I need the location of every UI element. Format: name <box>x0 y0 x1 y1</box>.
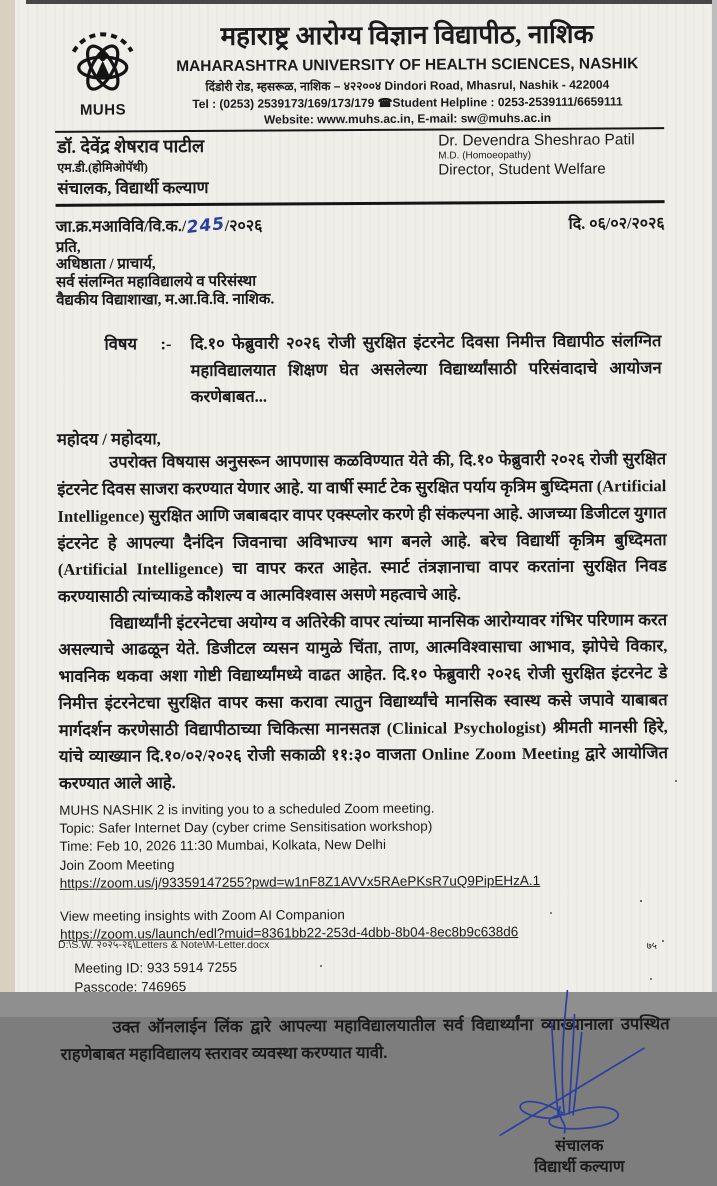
subject-separator: :- <box>160 334 172 354</box>
recipient-line: सर्व संलग्नित महाविद्यालये व परिसंस्था <box>56 273 257 291</box>
scan-edge-left <box>0 0 15 1017</box>
university-title-english: MAHARASHTRA UNIVERSITY OF HEALTH SCIENCES, NASHIK <box>176 54 639 75</box>
recipient-block <box>56 236 665 310</box>
recipient-line: वैद्यकीय विद्याशाखा, म.आ.वि.वि. नाशिक. <box>56 291 275 309</box>
body-paragraph-2: विद्यार्थ्यांनी इंटरनेटचा अयोग्य व अतिरेकी वापर त्यांच्या मानसिक आरोग्यावर गंभिर परिणाम करत असल्याचे आढळून येते. डिजीटल व्यसन यामुळे चिंता, ताण, आत्मविश्वासाचा आभाव, झोपेचे विकार, भावनिक थकवा अशा गोष्टी विद्यार्थ्यांमध्ये वाढत आहेत. दि.१० फेब्रुवारी २०२६ रोजी सुरक्षित इंटरनेट डे निमीत्त इंटरनेटचा सुरक्षित वापर कसा करावा त्यातुन विद्यार्थ्यांचे मानसिक स्वास्थ कसे जपावे याबाबत मार्गदर्शन करणेसाठी विद्यापीठाच्या चिकित्सा मानसतज्ञ (Clinical Psychologist) श्रीमती मानसी हिरे, यांचे व्याख्यान दि.१०/०२/२०२६ रोजी सकाळी ११:३० वाजता Online Zoom Meeting द्वारे आयोजित करण्यात आले आहे. <box>58 609 669 793</box>
reference-number <box>56 213 263 236</box>
logo-text: MUHS <box>79 101 127 119</box>
subject-label: विषय <box>104 334 138 354</box>
reference-row <box>56 211 665 237</box>
recipient-line: प्रति, <box>55 239 81 256</box>
scan-edge-right <box>712 0 717 1017</box>
officer-name-marathi: डॉ. देवेंद्र शेषराव पाटील <box>57 135 205 157</box>
zoom-insights-label: View meeting insights with Zoom AI Companion <box>59 906 345 924</box>
zoom-join-link[interactable]: https://zoom.us/j/93359147255?pwd=w1nF8Z1AVVx5RAePKsR7uQ9PipEHzA.1 <box>59 873 541 892</box>
signatory-designation <box>534 1137 624 1179</box>
salutation: महोदय / महोदया, <box>56 429 161 450</box>
recipient-line: अधिष्ठाता / प्राचार्य, <box>55 256 156 274</box>
zoom-invite-line: MUHS NASHIK 2 is inviting you to a scheduled Zoom meeting. <box>59 800 435 818</box>
ref-prefix: जा.क्र.मआविवि/वि.क./ <box>55 217 187 236</box>
zoom-passcode: Passcode: 746965 <box>74 978 187 995</box>
university-title-marathi: महाराष्ट्र आरोग्य विज्ञान विद्यापीठ, नाशिक <box>220 19 594 51</box>
footer-file-path: D:\S.W. २०२५-२६\Letters & Note\M-Letter.docx <box>58 939 270 951</box>
letter-date: दि. ०६/०२/२०२६ <box>568 214 665 233</box>
officer-block <box>55 129 664 202</box>
university-website-email: Website: www.muhs.ac.in, E-mail: sw@muhs.ac.in <box>263 110 552 127</box>
zoom-topic: Topic: Safer Internet Day (cyber crime Sensitisation workshop) <box>59 818 433 836</box>
letterhead <box>54 12 664 127</box>
zoom-invite-block <box>59 798 669 997</box>
signatory-title-1: संचालक <box>555 1137 604 1156</box>
signature-zone <box>61 1065 671 1186</box>
university-telephone: Tel : (0253) 2539173/169/173/179 ☎Student Helpline : 0253-2539111/6659111 <box>192 93 623 111</box>
university-address: दिंडोरी रोड, म्हसरूळ, नाशिक – ४२२००४ Dindori Road, Mhasrul, Nashik - 422004 <box>205 76 610 94</box>
zoom-meeting-id: Meeting ID: 933 5914 7255 <box>74 960 238 977</box>
officer-english <box>438 131 662 196</box>
closing-paragraph: उक्त ऑनलाईन लिंक द्वारे आपल्या महाविद्यालयातील सर्व विद्यार्थ्यांना व्याख्यानाला उपस्थित राहणेबाबत महाविद्यालय स्तरावर व्यवस्था करण्यात यावी. <box>60 1014 670 1064</box>
scan-edge-top <box>26 0 717 4</box>
letterhead-text <box>150 12 664 127</box>
officer-designation-marathi: संचालक, विद्यार्थी कल्याण <box>57 177 209 198</box>
ref-suffix: /२०२६ <box>224 217 263 235</box>
officer-qualification-marathi: एम.डी.(होमिओपॅथी) <box>57 159 148 175</box>
officer-qualification-english: M.D. (Homoeopathy) <box>438 149 532 162</box>
signatory-title-2: विद्यार्थी कल्याण <box>534 1158 625 1177</box>
zoom-time: Time: Feb 10, 2026 11:30 Mumbai, Kolkata, New Delhi <box>59 837 386 855</box>
zoom-insights-link[interactable]: https://zoom.us/launch/edl?muid=8361bb22-253d-4dbb-8b04-8ec8b9c638d6 <box>59 923 519 942</box>
muhs-logo <box>54 15 151 119</box>
letter-content <box>54 12 670 1186</box>
footer-page-number: ७५ <box>646 941 657 952</box>
signature-ink-icon <box>471 987 652 1158</box>
body-paragraph-1: उपरोक्त विषयास अनुसरून आपणास कळविण्यात येते की, दि.१० फेब्रुवारी २०२६ रोजी सुरक्षित इंटरनेट दिवस साजरा करण्यात येणार आहे. या वार्षी स्मार्ट टेक सुरक्षित पर्याय कृत्रिम बुध्दिमता (Artificial Intelligence) सुरक्षित आणि जबाबदार वापर एक्स्प्लोर करणे ही संकल्पना आहे. आजच्या डिजीटल युगात इंटरनेट हे आपल्या दैनंदिन जिवनाचा अविभाज्य भाग बनले आहे. बरेच विद्यार्थी कृत्रिम बुध्दिमता (Artificial Intelligence) चा वापर करत आहेत. स्मार्ट तंत्रज्ञानाचा वापर करतांना सुरक्षित निवड करण्यासाठी त्यांच्याकडे कौशल्य व आत्मविश्वास असणे महत्वाचे आहे. <box>57 449 667 606</box>
officer-marathi <box>57 133 208 198</box>
officer-name-english: Dr. Devendra Sheshrao Patil <box>438 130 635 150</box>
muhs-atom-logo-icon <box>64 29 142 95</box>
officer-designation-english: Director, Student Welfare <box>438 160 606 179</box>
zoom-join-label: Join Zoom Meeting <box>59 856 175 873</box>
ref-handwritten-number: 245 <box>185 213 226 238</box>
page-footer <box>58 938 665 952</box>
subject-text: दि.१० फेब्रुवारी २०२६ रोजी सुरक्षित इंटरनेट दिवसा निमीत्त विद्यापीठ संलग्नित महाविद्यालयात शिक्षण घेत असलेल्या विद्यार्थ्यांसाठी परिसंवादाचे आयोजन करणेबाबत... <box>190 331 662 407</box>
subject-block <box>56 328 665 411</box>
